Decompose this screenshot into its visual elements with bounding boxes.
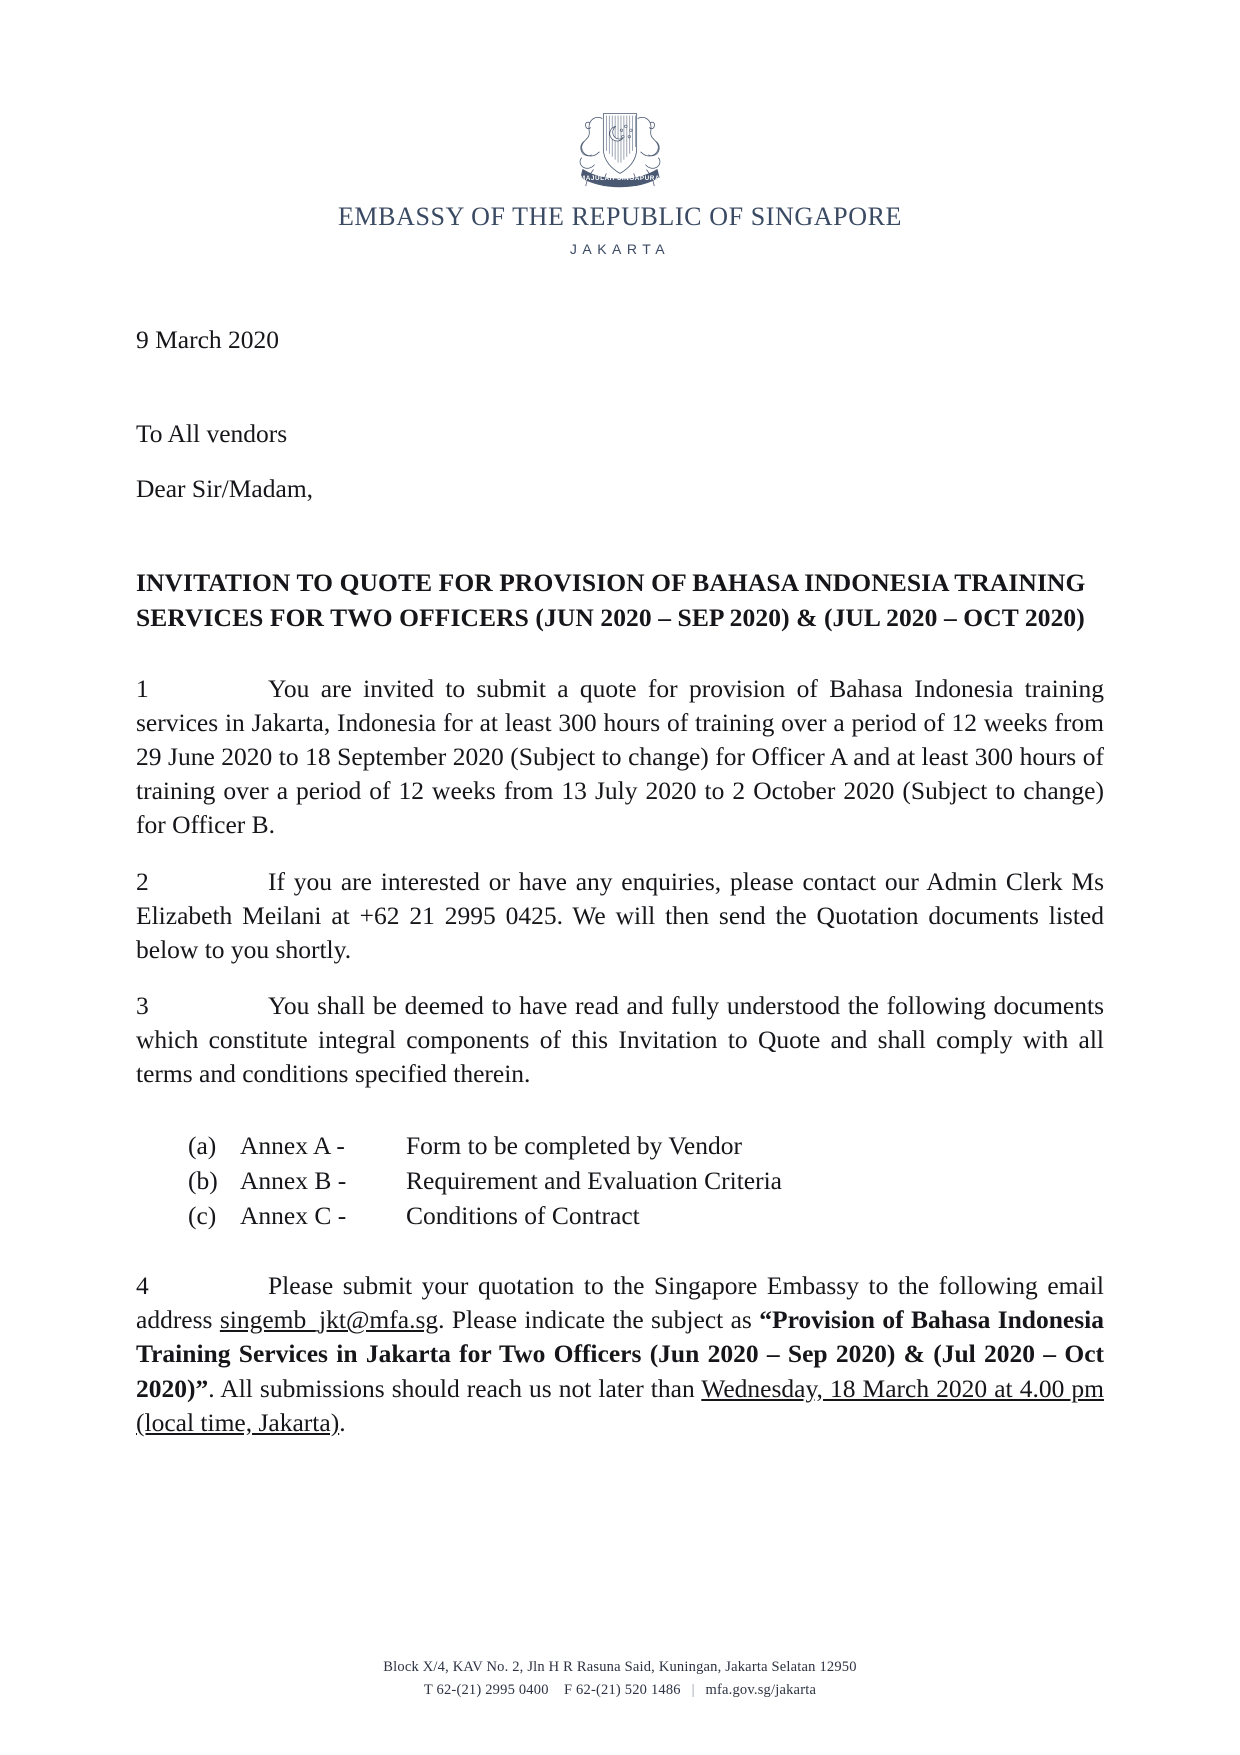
submission-deadline: Wednesday, 18 March 2020 at 4.00 pm (local time, Jakarta)	[136, 1373, 1104, 1437]
letter-date: 9 March 2020	[136, 325, 280, 354]
footer-contact-line	[0, 1679, 1240, 1701]
spacer	[136, 1092, 1104, 1128]
spacer	[136, 450, 1104, 472]
footer-website[interactable]: mfa.gov.sg/jakarta	[705, 1681, 817, 1698]
annex-marker: (b)	[188, 1165, 218, 1195]
paragraph-text: If you are interested or have any enquiries, please contact our Admin Clerk Ms Elizabeth Meilani at +62 21 2995 0425. We will then send the Quotation documents listed below to you shortly.	[136, 866, 1104, 964]
spacer	[136, 1233, 1104, 1269]
spacer	[136, 967, 1104, 989]
document-heading: INVITATION TO QUOTE FOR PROVISION OF BAHASA INDONESIA TRAINING SERVICES FOR TWO OFFICERS (JUN 2020 – SEP 2020) & (JUL 2020 – OCT 2020)	[136, 567, 1086, 632]
annex-description: Requirement and Evaluation Criteria	[406, 1165, 783, 1195]
paragraph-4-middle: . Please indicate the subject as	[438, 1305, 760, 1335]
paragraph-1	[136, 672, 1104, 843]
spacer	[136, 357, 1104, 417]
letter-body	[136, 323, 1104, 1440]
list-item	[136, 1163, 1104, 1198]
submission-email-link[interactable]: singemb_jkt@mfa.sg	[219, 1305, 439, 1335]
paragraph-3	[136, 989, 1104, 1091]
list-item	[136, 1128, 1104, 1163]
paragraph-2	[136, 865, 1104, 967]
spacer	[136, 506, 1104, 566]
paragraph-number: 2	[136, 866, 149, 896]
paragraph-number: 1	[136, 673, 149, 703]
list-item	[136, 1198, 1104, 1233]
footer-divider: |	[691, 1681, 695, 1698]
paragraph-number: 4	[136, 1271, 149, 1301]
spacer	[136, 636, 1104, 672]
letter-addressee: To All vendors	[136, 418, 288, 448]
paragraph-4-after: . All submissions should reach us not later than	[208, 1373, 702, 1403]
annex-name: Annex A -	[240, 1130, 345, 1160]
footer-fax: F 62-(21) 520 1486	[563, 1681, 681, 1698]
annex-list	[136, 1128, 1104, 1234]
paragraph-4	[136, 1269, 1104, 1440]
annex-name: Annex B -	[240, 1165, 347, 1195]
spacer	[136, 843, 1104, 865]
letterhead-location: JAKARTA	[569, 241, 671, 257]
annex-marker: (c)	[188, 1200, 217, 1230]
crest-motto-text: MAJULAH SINGAPURA	[579, 175, 661, 183]
paragraph-text: You shall be deemed to have read and fully understood the following documents which constitute integral components of this Invitation to Quote and shall comply with all terms and conditions specified therein.	[136, 991, 1104, 1089]
letterhead	[136, 0, 1104, 257]
annex-name: Annex C -	[240, 1200, 347, 1230]
singapore-state-crest-icon	[560, 96, 680, 192]
paragraph-text: You are invited to submit a quote for provision of Bahasa Indonesia training services in Jakarta, Indonesia for at least 300 hours of training over a period of 12 weeks from 29 June 2020 to 18 September 2020 (Subject to change) for Officer A and at least 300 hours of training over a period of 12 weeks from 13 July 2020 to 2 October 2020 (Subject to change) for Officer B.	[136, 673, 1104, 840]
footer-telephone: T 62-(21) 2995 0400	[423, 1681, 549, 1698]
letterhead-footer	[0, 1656, 1240, 1701]
paragraph-number: 3	[136, 991, 149, 1021]
annex-description: Form to be completed by Vendor	[406, 1130, 742, 1160]
annex-marker: (a)	[188, 1130, 217, 1160]
letter-salutation: Dear Sir/Madam,	[136, 474, 314, 504]
quotation-subject-line: “Provision of Bahasa Indonesia Training Services in Jakarta for Two Officers (Jun 2020 – Sep 2020) & (Jul 2020 – Oct 2020)”	[136, 1305, 1104, 1403]
paragraph-4-lead: Please submit your quotation to the Singapore Embassy to the following email address	[136, 1271, 1104, 1335]
letterhead-organisation: EMBASSY OF THE REPUBLIC OF SINGAPORE	[337, 202, 903, 231]
annex-description: Conditions of Contract	[406, 1200, 640, 1230]
paragraph-4-tail: .	[339, 1407, 346, 1437]
footer-address: Block X/4, KAV No. 2, Jln H R Rasuna Said, Kuningan, Jakarta Selatan 12950	[383, 1659, 857, 1676]
